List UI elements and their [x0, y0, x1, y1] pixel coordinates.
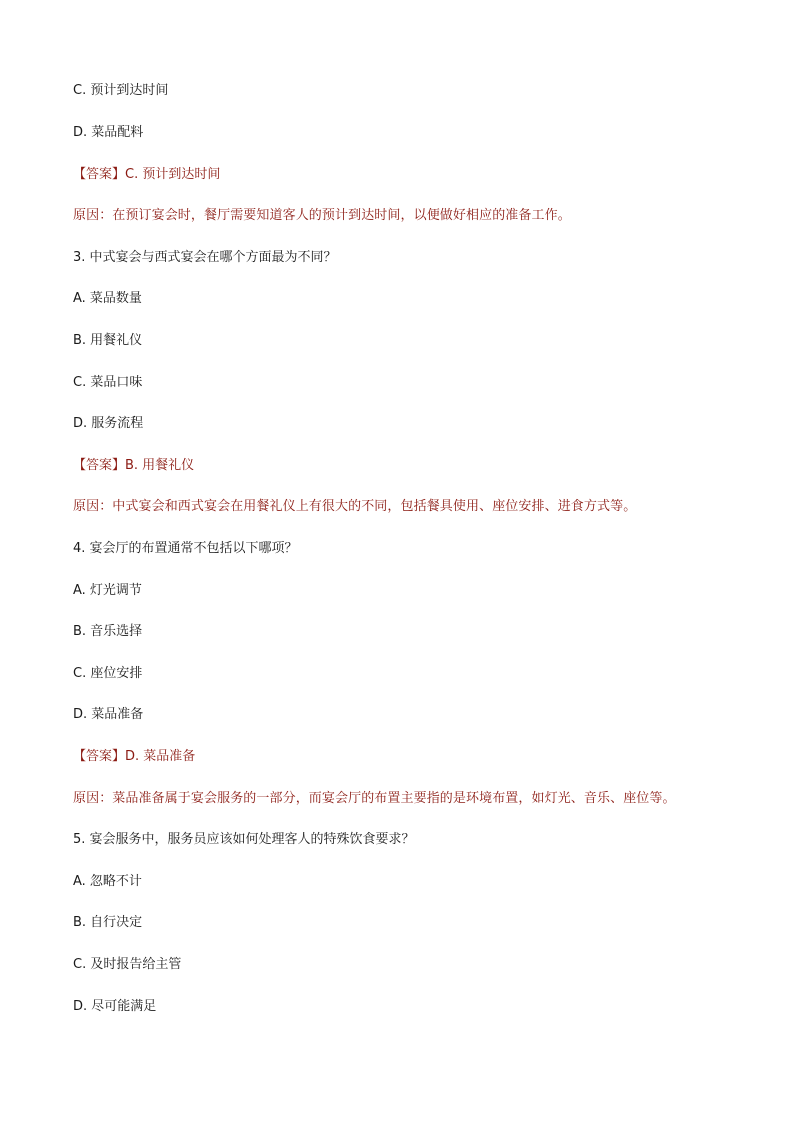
question-4-option-d: D. 菜品准备 [73, 707, 144, 722]
question-4-option-c: C. 座位安排 [73, 666, 143, 681]
option-d-ingredients: D. 菜品配料 [73, 125, 144, 140]
question-3-option-a: A. 菜品数量 [73, 291, 142, 306]
question-4-option-b: B. 音乐选择 [73, 624, 143, 639]
question-3-option-c: C. 菜品口味 [73, 375, 143, 390]
question-4-option-a: A. 灯光调节 [73, 583, 142, 598]
question-5-option-c: C. 及时报告给主管 [73, 957, 182, 972]
question-3-option-b: B. 用餐礼仪 [73, 333, 143, 348]
option-c-arrival-time: C. 预计到达时间 [73, 83, 169, 98]
reason-q2: 原因：在预订宴会时，餐厅需要知道客人的预计到达时间，以便做好相应的准备工作。 [73, 208, 571, 223]
question-3-option-d: D. 服务流程 [73, 416, 144, 431]
answer-q3: 【答案】B. 用餐礼仪 [73, 458, 195, 473]
answer-q2: 【答案】C. 预计到达时间 [73, 167, 221, 182]
question-5-option-d: D. 尽可能满足 [73, 999, 157, 1014]
question-3: 3. 中式宴会与西式宴会在哪个方面最为不同？ [73, 250, 337, 265]
question-5: 5. 宴会服务中，服务员应该如何处理客人的特殊饮食要求？ [73, 832, 415, 847]
question-5-option-b: B. 自行决定 [73, 915, 143, 930]
reason-q4: 原因：菜品准备属于宴会服务的一部分，而宴会厅的布置主要指的是环境布置，如灯光、音乐、座位等。 [73, 791, 676, 806]
question-5-option-a: A. 忽略不计 [73, 874, 142, 889]
reason-q3: 原因：中式宴会和西式宴会在用餐礼仪上有很大的不同，包括餐具使用、座位安排、进食方式等。 [73, 499, 637, 514]
question-4: 4. 宴会厅的布置通常不包括以下哪项？ [73, 541, 298, 556]
answer-q4: 【答案】D. 菜品准备 [73, 749, 196, 764]
